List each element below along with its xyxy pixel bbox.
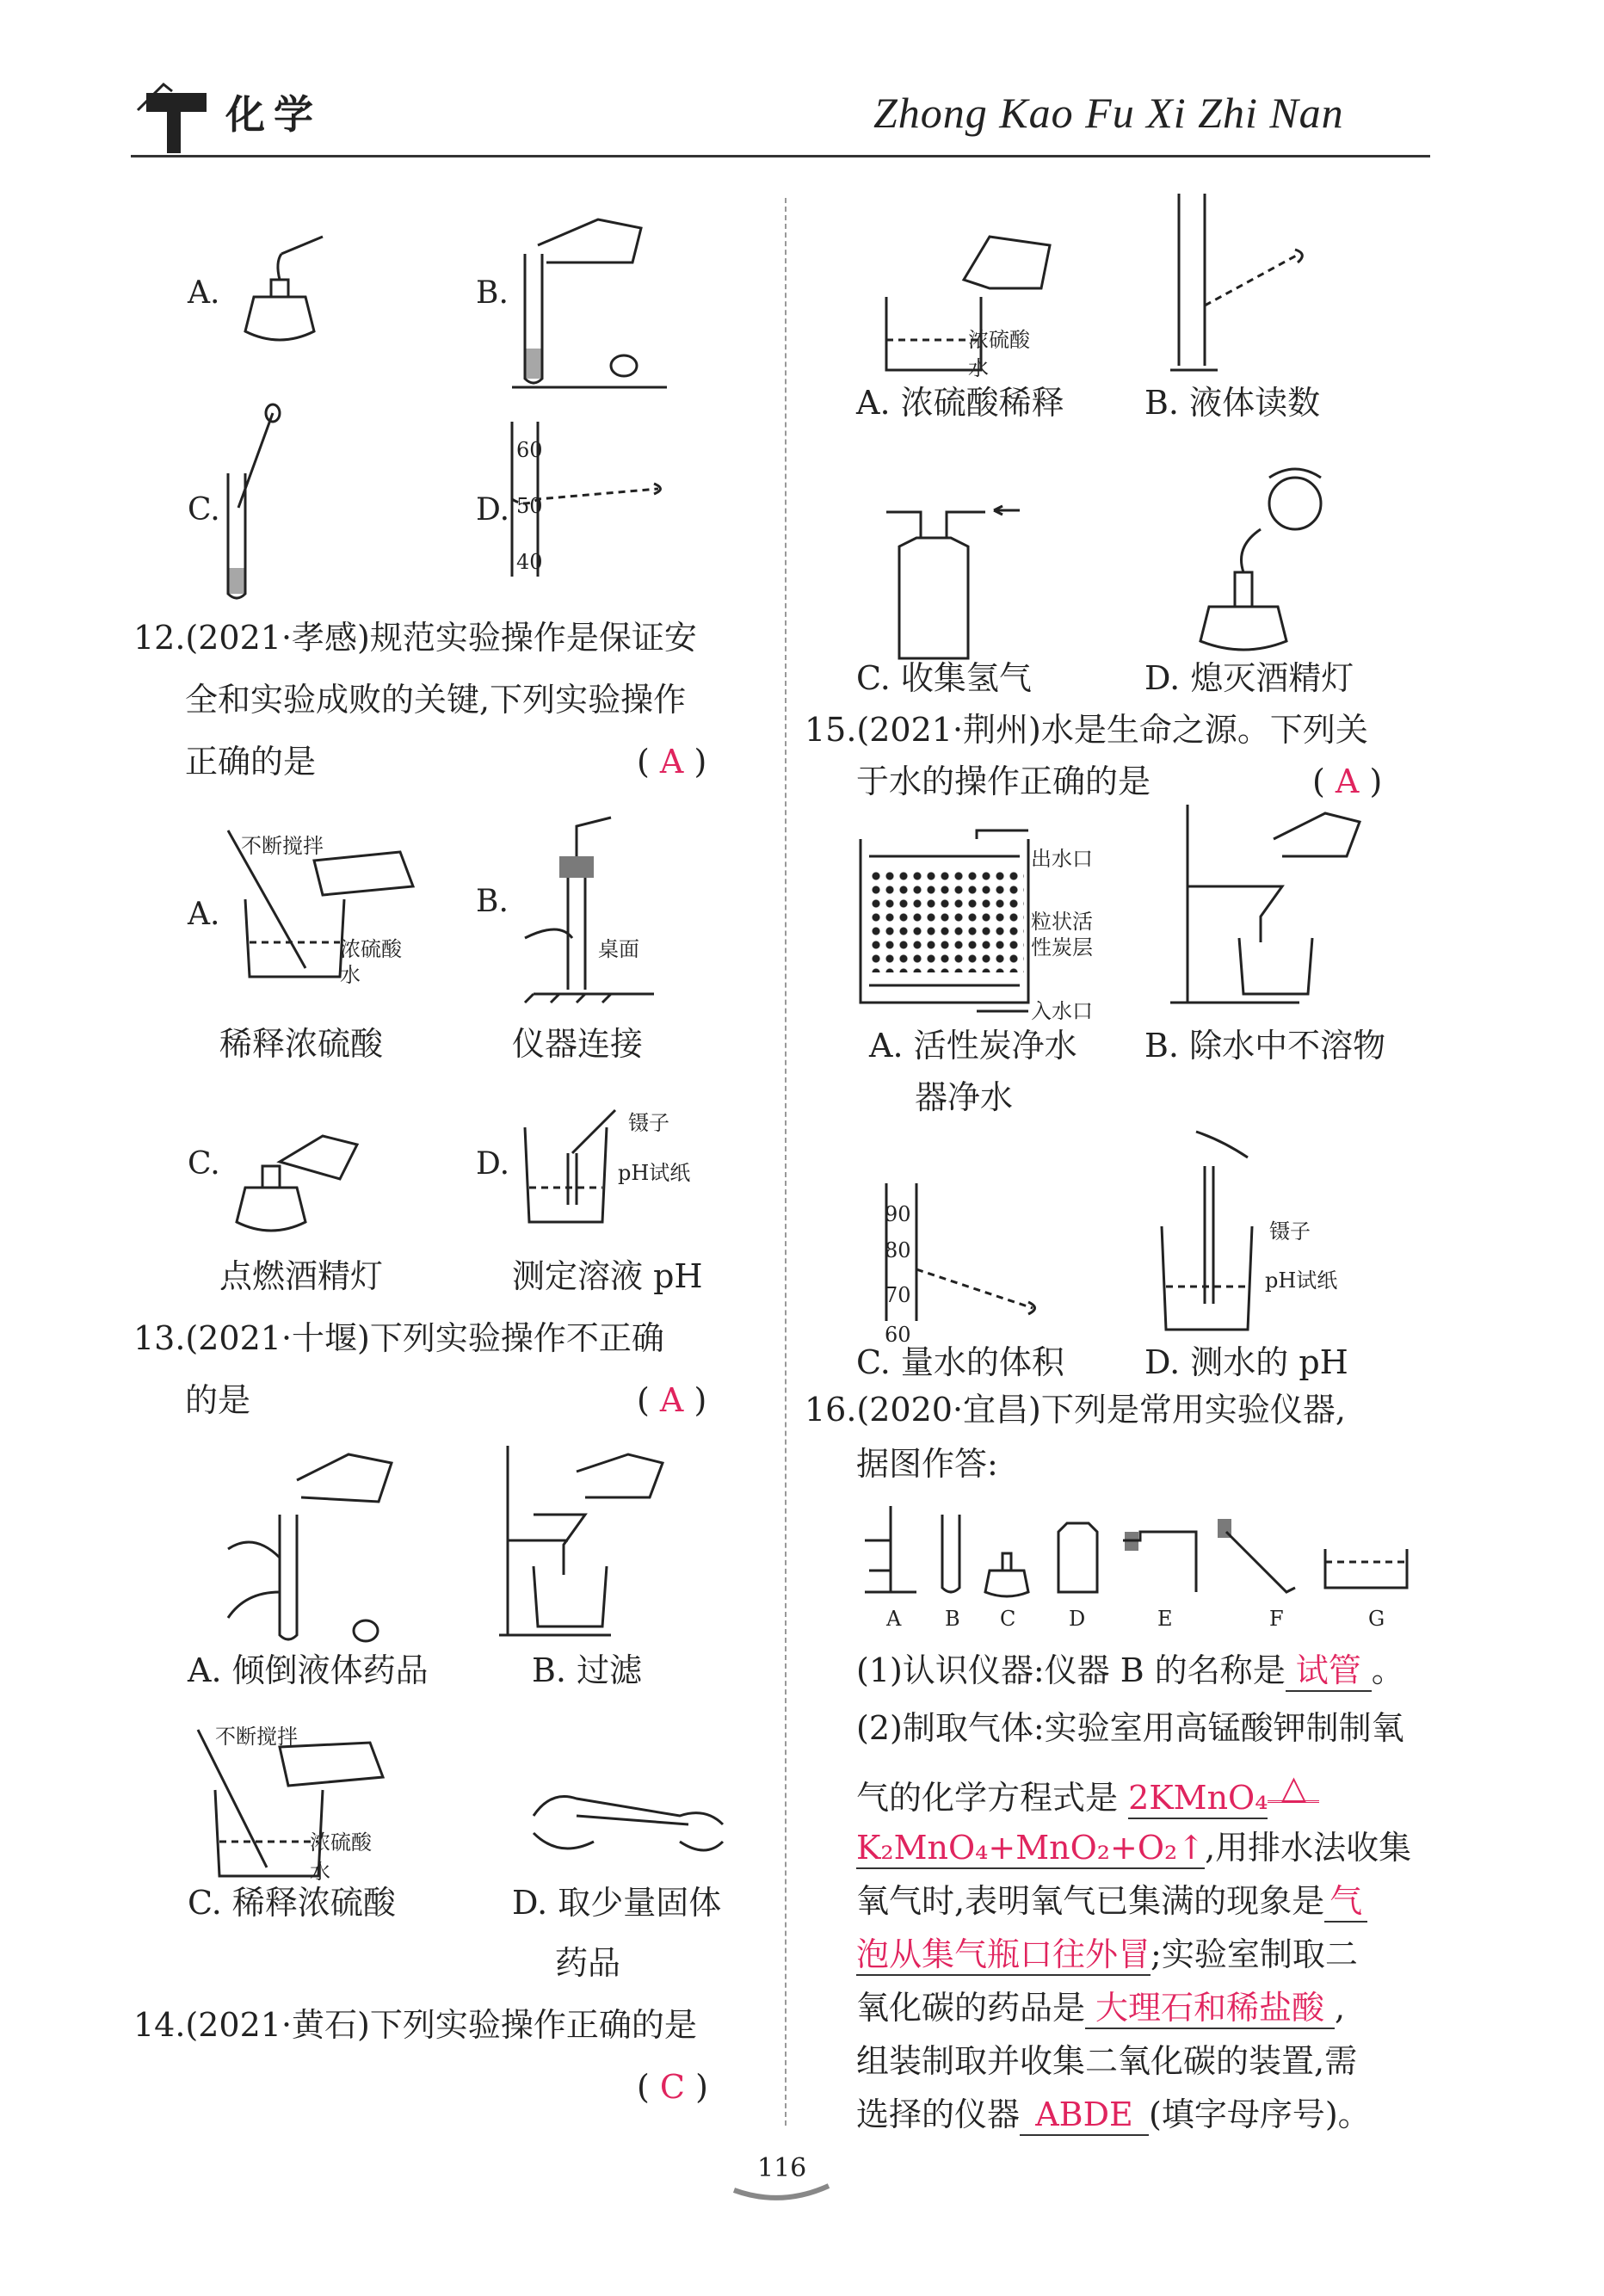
header-rule — [131, 155, 1430, 157]
q12-d-caption: 测定溶液 pH — [512, 1257, 703, 1295]
q15-b-caption: B. 除水中不溶物 — [1144, 1027, 1386, 1065]
q11-option-d: D. — [476, 492, 510, 528]
q12-c-caption: 点燃酒精灯 — [219, 1257, 384, 1295]
q12-option-b: B. — [476, 884, 509, 919]
instr-letter-d: D — [1069, 1607, 1086, 1631]
q15-c-tick-60: 60 — [885, 1323, 911, 1347]
instr-letter-f: F — [1269, 1607, 1284, 1631]
q15-a-note-2: 性炭层 — [1031, 935, 1093, 960]
q13-d-caption-1: D. 取少量固体 — [512, 1884, 722, 1922]
q15-a-note-out: 出水口 — [1031, 847, 1093, 871]
q12-a-note-acid: 浓硫酸 — [340, 937, 402, 961]
q15-d-note-tweezers: 镊子 — [1269, 1219, 1311, 1244]
page-number-swoosh-icon — [730, 2177, 833, 2203]
q14-stem: 14.(2021·黄石)下列实验操作正确的是 — [133, 2006, 697, 2044]
q12-a-caption: 稀释浓硫酸 — [219, 1025, 384, 1063]
q16-stem-1: 16.(2020·宜昌)下列是常用实验仪器, — [805, 1391, 1346, 1429]
q15-a-note-in: 入水口 — [1031, 999, 1093, 1023]
cyl-tick-50: 50 — [516, 494, 543, 518]
q15-a-caption-1: A. 活性炭净水 — [869, 1027, 1077, 1065]
q12-stem-1: 12.(2021·孝感)规范实验操作是保证安 — [133, 619, 697, 657]
q11-option-c: C. — [188, 492, 220, 528]
q13-stem-1: 13.(2021·十堰)下列实验操作不正确 — [133, 1319, 664, 1357]
q14-a-note-water: 水 — [968, 356, 989, 380]
header-title: 化学 — [225, 91, 322, 138]
q16-part2-line7: 组装制取并收集二氧化碳的装置,需 — [856, 2042, 1358, 2080]
q15-stem-2: 于水的操作正确的是 — [856, 762, 1151, 800]
header-emblem-icon — [129, 76, 215, 153]
dropper-in-tube-icon — [219, 404, 288, 602]
q13-b-caption: B. 过滤 — [532, 1651, 643, 1689]
q12-tube-connect-icon — [525, 809, 680, 998]
q11-option-b: B. — [476, 275, 509, 311]
q15-a-caption-2: 器净水 — [915, 1078, 1014, 1116]
q13-filter-icon — [499, 1446, 671, 1644]
q12-option-d: D. — [476, 1146, 510, 1182]
q12-b-caption: 仪器连接 — [512, 1025, 644, 1063]
q14-b-caption: B. 液体读数 — [1144, 384, 1321, 422]
q12-option-c: C. — [188, 1146, 220, 1182]
q15-filter-stand-icon — [1170, 805, 1368, 1011]
q15-c-tick-70: 70 — [885, 1283, 911, 1307]
q15-d-caption: D. 测水的 pH — [1144, 1343, 1348, 1381]
q13-c-caption: C. 稀释浓硫酸 — [188, 1884, 396, 1922]
q13-a-caption: A. 倾倒液体药品 — [188, 1651, 429, 1689]
q13-c-note-water: 水 — [310, 1860, 330, 1884]
q16-instruments-row — [856, 1506, 1416, 1601]
cyl-tick-40: 40 — [516, 550, 543, 574]
q15-c-caption: C. 量水的体积 — [856, 1343, 1064, 1381]
q16-part2-line2: 气的化学方程式是 2KMnO₄ △ — [856, 1774, 1319, 1819]
q15-d-note-paper: pH试纸 — [1265, 1268, 1338, 1293]
q14-a-note-acid: 浓硫酸 — [968, 328, 1030, 352]
q15-answer: ( A ) — [1312, 762, 1383, 800]
q12-d-note-tweezers: 镊子 — [628, 1111, 669, 1135]
q12-lamp-lighting-icon — [219, 1119, 374, 1239]
q14-blow-out-lamp-icon — [1183, 460, 1338, 658]
instr-letter-g: G — [1368, 1607, 1385, 1631]
q16-part2-line5: 泡从集气瓶口往外冒;实验室制取二 — [856, 1935, 1358, 1976]
q14-d-caption: D. 熄灭酒精灯 — [1144, 659, 1354, 697]
q15-c-tick-80: 80 — [885, 1238, 911, 1262]
q14-a-caption: A. 浓硫酸稀释 — [856, 384, 1064, 422]
q16-part2-line8: 选择的仪器 ABDE (填字母序号)。 — [856, 2095, 1371, 2136]
alcohol-lamp-lighting-icon — [228, 228, 331, 349]
instr-letter-a: A — [886, 1607, 902, 1631]
q16-part1: (1)认识仪器:仪器 B 的名称是 试管 。 — [856, 1651, 1404, 1692]
q13-d-caption-2: 药品 — [555, 1944, 621, 1982]
carbon-layer — [869, 869, 1024, 972]
q15-c-tick-90: 90 — [885, 1202, 911, 1226]
q16-part2-line6: 氧化碳的药品是 大理石和稀盐酸 , — [856, 1988, 1345, 2029]
q13-pour-liquid-icon — [219, 1446, 400, 1644]
q14-answer: ( C ) — [637, 2068, 708, 2106]
q14-cylinder-read-icon — [1170, 194, 1325, 374]
q12-stem-3: 正确的是 — [185, 743, 317, 781]
instr-letter-e: E — [1157, 1607, 1173, 1631]
instr-letter-c: C — [1000, 1607, 1016, 1631]
q12-b-note-table: 桌面 — [598, 937, 639, 961]
q12-option-a: A. — [188, 897, 220, 932]
q13-c-note-acid: 浓硫酸 — [310, 1830, 372, 1855]
q12-answer: ( A ) — [637, 743, 707, 781]
instr-letter-b: B — [945, 1607, 960, 1631]
q16-part2-line1: (2)制取气体:实验室用高锰酸钾制制氧 — [856, 1709, 1404, 1747]
q13-stem-2: 的是 — [185, 1381, 251, 1419]
page-number: 116 — [757, 2153, 807, 2183]
q14-c-caption: C. 收集氢气 — [856, 659, 1032, 697]
q16-stem-2: 据图作答: — [856, 1445, 998, 1483]
q12-a-note-stir: 不断搅拌 — [241, 834, 324, 858]
q16-part2-line3: K₂MnO₄+MnO₂+O₂↑,用排水法收集 — [856, 1828, 1411, 1869]
column-divider — [785, 198, 787, 2126]
q12-d-note-paper: pH试纸 — [618, 1161, 691, 1185]
q16-part2-line4: 氧气时,表明氧气已集满的现象是 气 — [856, 1881, 1367, 1923]
q12-a-note-water: 水 — [340, 963, 361, 987]
header-series: Zhong Kao Fu Xi Zhi Nan — [873, 89, 1344, 137]
cyl-tick-60: 60 — [516, 438, 543, 462]
q15-stem-1: 15.(2021·荆州)水是生命之源。下列关 — [805, 711, 1368, 749]
q13-answer: ( A ) — [637, 1381, 707, 1419]
q14-gas-bottle-icon — [882, 503, 1054, 658]
q12-stem-2: 全和实验成败的关键,下列实验操作 — [185, 681, 687, 719]
q13-take-solid-icon — [525, 1773, 731, 1867]
q15-a-note-1: 粒状活 — [1031, 910, 1093, 934]
pour-into-tube-icon — [512, 202, 684, 392]
q13-c-note-stir: 不断搅拌 — [215, 1725, 298, 1749]
q11-option-a: A. — [188, 275, 220, 311]
